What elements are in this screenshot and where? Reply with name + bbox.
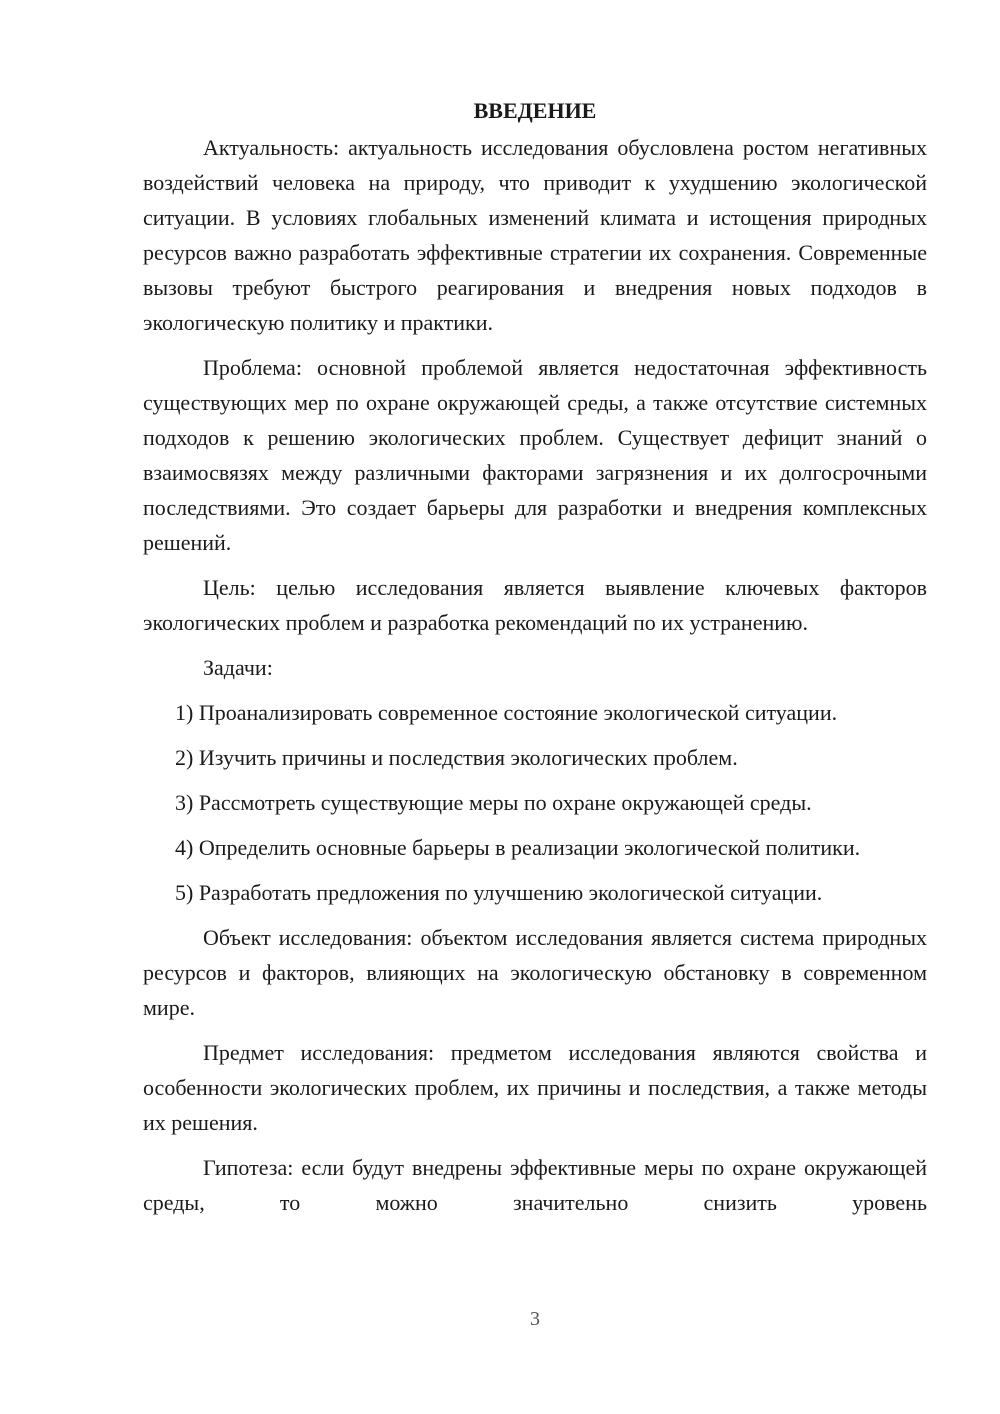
paragraph-object: Объект исследования: объектом исследования является система природных ресурсов и факторов, влияющих на экологическую обстановку в современном мире. [143,925,927,1020]
document-page [143,96,927,1230]
page-title: ВВЕДЕНИЕ [473,98,597,123]
paragraph-hypothesis: Гипотеза: если будут внедрены эффективные меры по охране окружающей среды, то можно значительно снизить уровень [143,1155,927,1215]
task-item: 3) Рассмотреть существующие меры по охране окружающей среды. [175,790,812,815]
tasks-heading: Задачи: [203,655,273,680]
task-item: 1) Проанализировать современное состояние экологической ситуации. [175,700,838,725]
paragraph-relevance: Актуальность: актуальность исследования обусловлена ростом негативных воздействий человека на природу, что приводит к ухудшению экологической ситуации. В условиях глобальных изменений климата и истощения природных ресурсов важно разработать эффективные стратегии их сохранения. Современные вызовы требуют быстрого реагирования и внедрения новых подходов в экологическую политику и практики. [143,135,927,335]
task-item: 2) Изучить причины и последствия экологических проблем. [175,745,738,770]
task-item: 5) Разработать предложения по улучшению экологической ситуации. [175,880,823,905]
task-item: 4) Определить основные барьеры в реализации экологической политики. [175,835,861,860]
paragraph-problem: Проблема: основной проблемой является недостаточная эффективность существующих мер по охране окружающей среды, а также отсутствие системных подходов к решению экологических проблем. Существует дефицит знаний о взаимосвязях между различными факторами загрязнения и их долгосрочными последствиями. Это создает барьеры для разработки и внедрения комплексных решений. [143,355,927,555]
page-number: 3 [530,1308,540,1330]
paragraph-subject: Предмет исследования: предметом исследования являются свойства и особенности экологических проблем, их причины и последствия, а также методы их решения. [143,1040,927,1135]
paragraph-goal: Цель: целью исследования является выявление ключевых факторов экологических проблем и разработка рекомендаций по их устранению. [143,575,927,635]
